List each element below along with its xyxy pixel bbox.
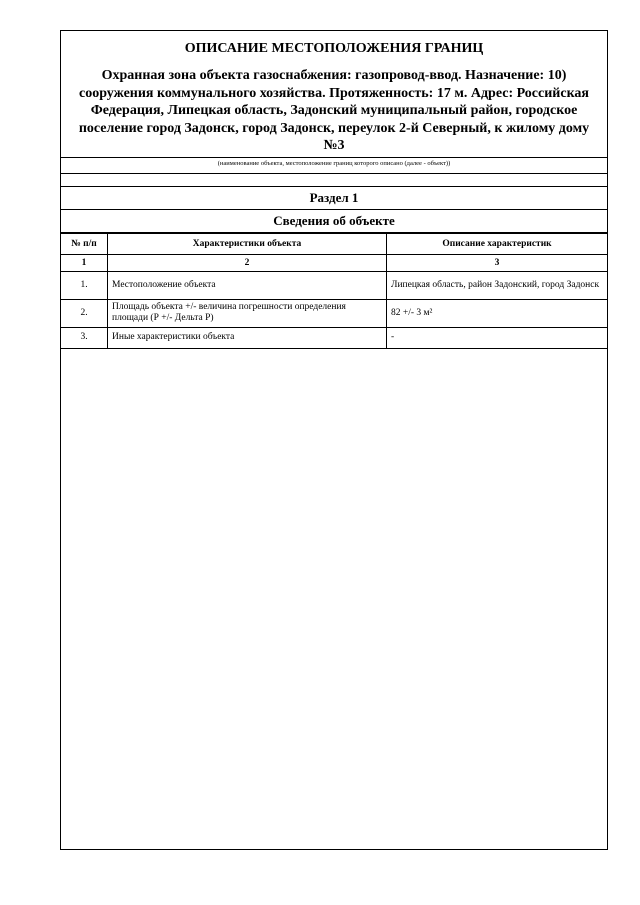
document-header [61, 31, 607, 158]
table-row [61, 271, 607, 299]
row-characteristic: Местоположение объекта [108, 271, 387, 299]
object-description: Охранная зона объекта газоснабжения: газопровод-ввод. Назначение: 10) сооружения коммунального хозяйства. Протяженность: 17 м. Адрес: Российская Федерация, Липецкая область, Задонский муниципальный район, городское поселение город Задонск, город Задонск, переулок 2-й Северный, к жилому дому №3 [78, 68, 590, 153]
table-row [61, 327, 607, 348]
row-number: 2. [61, 299, 108, 327]
table-header-row [61, 233, 607, 254]
table-row [61, 299, 607, 327]
row-number: 1. [61, 271, 108, 299]
row-number: 3. [61, 327, 108, 348]
col-header-characteristic: Характеристики объекта [108, 233, 387, 254]
spacer-row [61, 174, 607, 187]
row-description: - [387, 327, 608, 348]
section-name: Сведения об объекте [61, 210, 607, 233]
section-number: Раздел 1 [61, 187, 607, 210]
row-characteristic: Иные характеристики объекта [108, 327, 387, 348]
col-number-3: 3 [387, 254, 608, 271]
col-number-1: 1 [61, 254, 108, 271]
col-header-description: Описание характеристик [387, 233, 608, 254]
object-caption: (наименование объекта, местоположение границ которого описано (далее - объект)) [61, 158, 607, 174]
row-description: Липецкая область, район Задонский, город Задонск [387, 271, 608, 299]
col-number-2: 2 [108, 254, 387, 271]
document-frame [60, 30, 608, 850]
row-characteristic: Площадь объекта +/- величина погрешности определения площади (Р +/- Дельта Р) [108, 299, 387, 327]
column-number-row [61, 254, 607, 271]
row-description: 82 +/- 3 м² [387, 299, 608, 327]
col-header-number: № п/п [61, 233, 108, 254]
document-title: ОПИСАНИЕ МЕСТОПОЛОЖЕНИЯ ГРАНИЦ [184, 41, 484, 56]
object-info-table [61, 233, 607, 349]
